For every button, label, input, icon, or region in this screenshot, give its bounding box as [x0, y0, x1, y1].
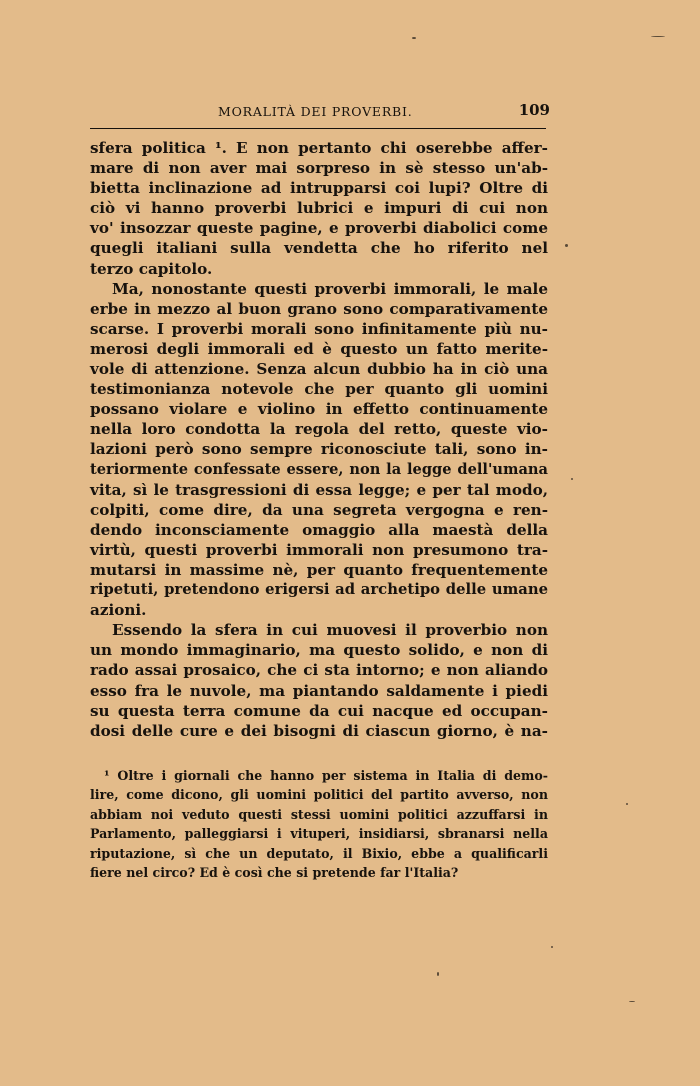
body-line: merosi degli immorali ed è questo un fatto merite-: [90, 339, 548, 358]
body-line: vole di attenzione. Senza alcun dubbio ha in ciò una: [90, 360, 548, 379]
body-line: mutarsi in massime nè, per quanto frequentemente: [90, 560, 548, 579]
body-line: colpiti, come dire, da una segreta vergogna e ren-: [90, 500, 548, 519]
footnote-line: abbiam noi veduto questi stessi uomini politici azzuffarsi in: [90, 806, 548, 822]
body-line: teriormente confessate essere, non la legge dell'umana: [90, 460, 548, 478]
body-line: erbe in mezzo al buon grano sono comparativamente: [90, 299, 548, 318]
body-line: quegli italiani sulla vendetta che ho riferito nel: [90, 239, 548, 258]
body-line: rado assai prosaico, che ci sta intorno; e non aliando: [90, 661, 548, 680]
header-rule: [90, 128, 546, 129]
speck: [571, 478, 573, 480]
body-line: bietta inclinazione ad intrupparsi coi lupi? Oltre di: [90, 179, 548, 198]
footnote-line: fiere nel circo? Ed è così che si pretende far l'Italia?: [90, 864, 459, 880]
speck: [412, 37, 416, 39]
page-number: 109: [518, 101, 550, 119]
body-line: esso fra le nuvole, ma piantando saldamente i piedi: [90, 681, 548, 700]
speck: [565, 244, 568, 247]
body-line: terzo capitolo.: [90, 259, 213, 278]
body-line: vo' insozzar queste pagine, e proverbi diabolici come: [90, 219, 548, 238]
body-line: dendo inconsciamente omaggio alla maestà della: [90, 520, 548, 539]
body-line: dosi delle cure e dei bisogni di ciascun giorno, è na-: [90, 721, 548, 740]
speck: [626, 803, 628, 805]
body-line: nella loro condotta la regola del retto, queste vio-: [90, 420, 548, 439]
footnote-line: Parlamento, palleggiarsi i vituperi, insidiarsi, sbranarsi nella: [90, 826, 548, 842]
body-line: ciò vi hanno proverbi lubrici e impuri di cui non: [90, 199, 548, 218]
running-header: [90, 101, 550, 121]
body-line: vita, sì le trasgressioni di essa legge; e per tal modo,: [90, 480, 548, 499]
body-line: testimonianza notevole che per quanto gli uomini: [90, 380, 548, 399]
body-line: virtù, questi proverbi immorali non presumono tra-: [90, 540, 548, 559]
body-line: mare di non aver mai sorpreso in sè stesso un'ab-: [90, 159, 548, 178]
running-title: MORALITÀ DEI PROVERBI.: [218, 104, 413, 119]
footnote-line: lire, come dicono, gli uomini politici del partito avverso, non: [90, 787, 548, 803]
footnote: [90, 766, 548, 882]
footnote-line: ¹ Oltre i giornali che hanno per sistema in Italia di demo-: [104, 768, 548, 783]
speck: [651, 36, 665, 37]
body-line: azioni.: [90, 601, 147, 620]
body-line: lazioni però sono sempre riconosciute tali, sono in-: [90, 440, 548, 459]
body-line: Ma, nonostante questi proverbi immorali, le male: [112, 279, 548, 298]
body-line: un mondo immaginario, ma questo solido, e non di: [90, 641, 548, 660]
body-line: sfera politica ¹. E non pertanto chi oserebbe affer-: [90, 139, 548, 157]
body-line: possano violare e violino in effetto continuamente: [90, 400, 548, 419]
footnote-line: riputazione, sì che un deputato, il Bixio, ebbe a qualificarli: [90, 845, 548, 861]
body-line: ripetuti, pretendono erigersi ad archetipo delle umane: [90, 581, 548, 599]
speck: [437, 972, 439, 976]
body-line: Essendo la sfera in cui muovesi il proverbio non: [112, 621, 548, 640]
body-line: su questa terra comune da cui nacque ed occupan-: [90, 701, 548, 720]
body-text: [90, 138, 548, 741]
body-line: scarse. I proverbi morali sono infinitamente più nu-: [90, 319, 548, 338]
speck: [551, 946, 553, 948]
speck: [629, 1001, 635, 1002]
